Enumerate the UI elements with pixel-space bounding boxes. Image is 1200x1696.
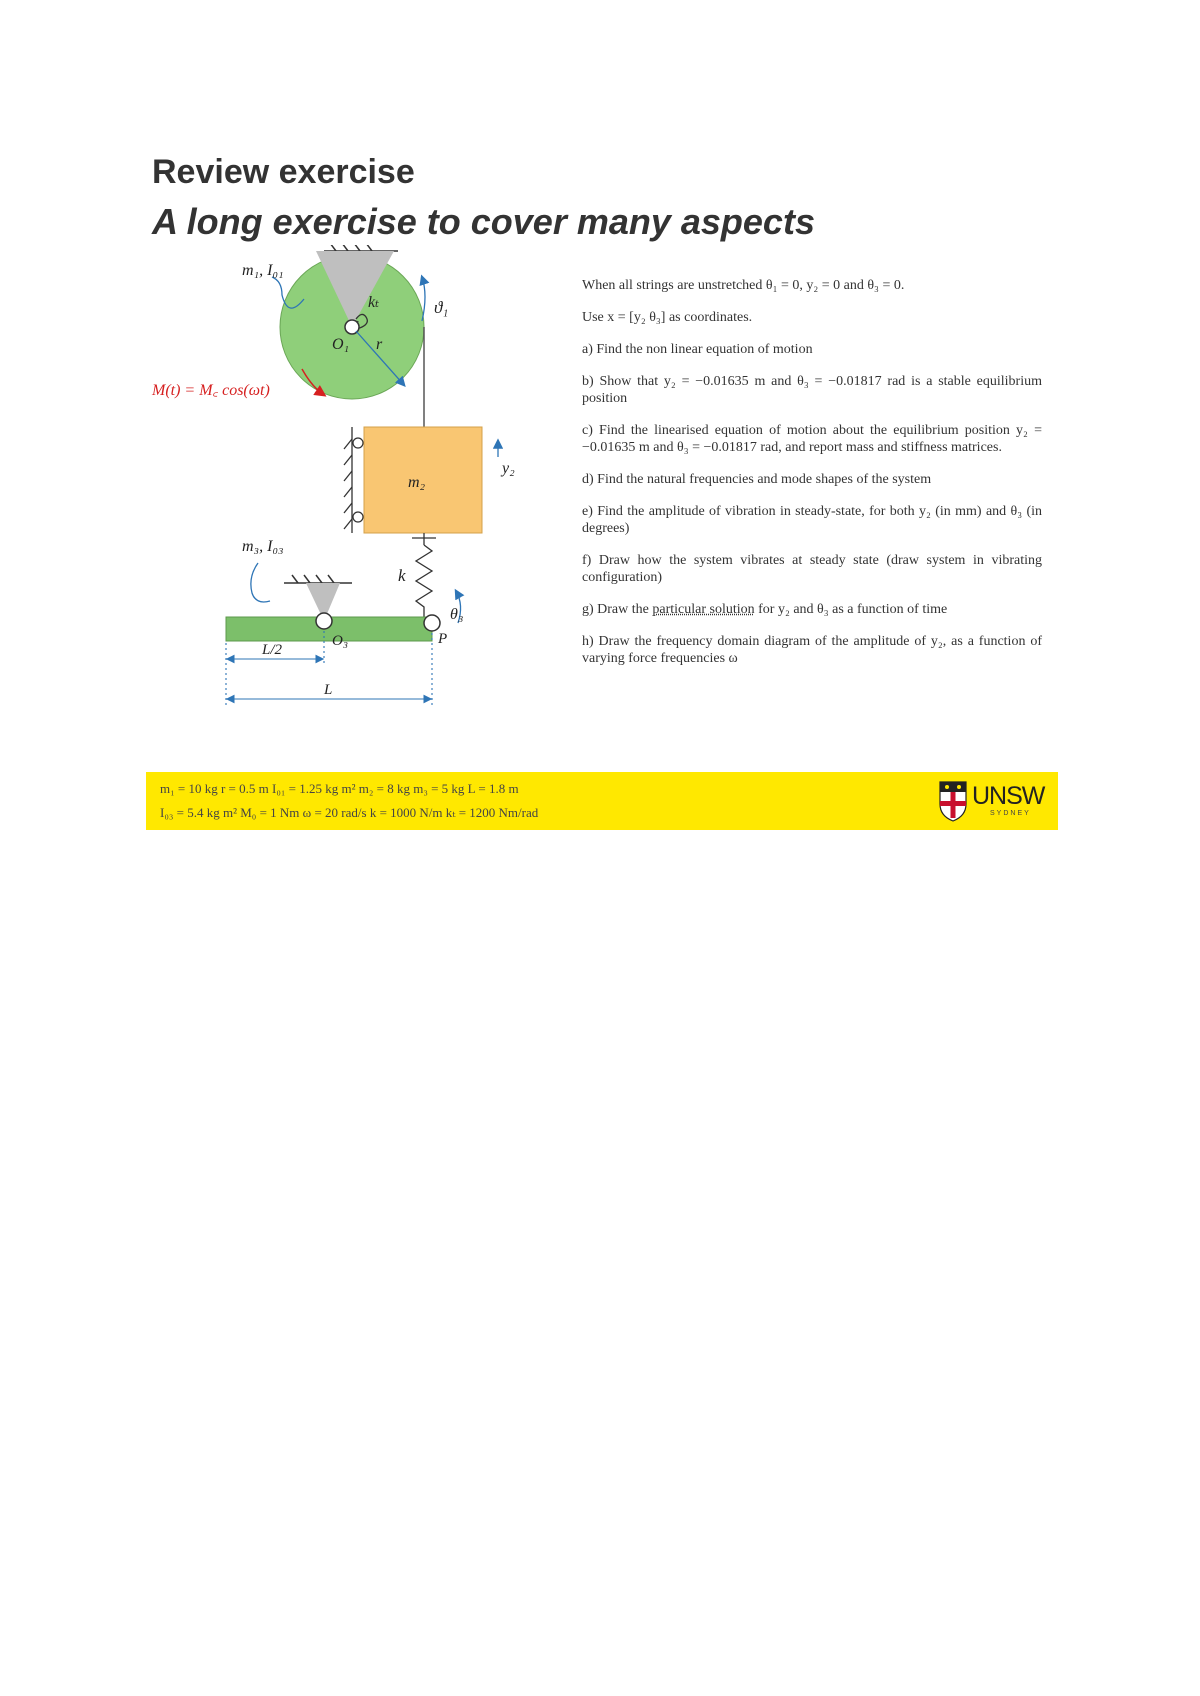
question-d: d) Find the natural frequencies and mode shapes of the system <box>582 472 932 487</box>
question-g-suffix: for y₂ and θ₃ as a function of time <box>754 602 948 617</box>
label-r: r <box>376 336 383 353</box>
logo-text: UNSW <box>972 782 1045 810</box>
slide <box>146 145 1058 835</box>
question-list <box>582 277 1042 682</box>
label-m1: m₁, I₀₁ <box>242 262 284 279</box>
label-k: k <box>398 566 406 585</box>
question-f: f) Draw how the system vibrates at steady state (draw system in vibrating configuration) <box>582 553 1042 585</box>
label-m2: m₂ <box>408 474 426 491</box>
label-o1: O₁ <box>332 336 350 353</box>
question-e: e) Find the amplitude of vibration in steady-state, for both y₂ (in mm) and θ₃ (in degrees) <box>582 504 1042 536</box>
parameters-bar <box>146 772 1058 830</box>
unsw-logo <box>938 780 1045 824</box>
label-o3: O₃ <box>332 633 349 649</box>
question-g-prefix: g) Draw the <box>582 602 653 617</box>
wall <box>344 427 352 533</box>
question-c: c) Find the linearised equation of motion about the equilibrium position y₂ = −0.01635 m and θ₃ = −0.01817 rad, and report mass and stiffness matrices. <box>582 423 1042 455</box>
coords-text: Use x = [y₂ θ₃] as coordinates. <box>582 310 753 325</box>
label-theta3: θ₃ <box>450 606 464 623</box>
mechanism-diagram <box>146 245 556 705</box>
question-g <box>582 601 1042 618</box>
label-m3: m₃, I₀₃ <box>242 538 284 555</box>
roller-top <box>353 438 363 448</box>
question-a: a) Find the non linear equation of motion <box>582 342 813 357</box>
unsw-crest-icon <box>938 780 968 822</box>
pivot-o3 <box>316 613 332 629</box>
slide-title: Review exercise <box>152 153 415 191</box>
particular-solution-link: particular solution <box>652 602 755 617</box>
roller-bottom <box>353 512 363 522</box>
slide-subtitle: A long exercise to cover many aspects <box>152 201 815 242</box>
label-moment: M(t) = M꜀ cos(ωt) <box>152 382 270 399</box>
question-b: b) Show that y₂ = −0.01635 m and θ₃ = −0.01817 rad is a stable equilibrium position <box>582 374 1042 406</box>
label-kt: kₜ <box>368 294 380 311</box>
label-theta1: ϑ₁ <box>434 298 449 317</box>
top-ground <box>324 245 398 251</box>
point-p <box>424 615 440 631</box>
params-line-1: m₁ = 10 kg r = 0.5 m I₀₁ = 1.25 kg m² m₂ = 8 kg m₃ = 5 kg L = 1.8 m <box>160 781 519 796</box>
m3-pointer <box>251 563 270 602</box>
question-h: h) Draw the frequency domain diagram of the amplitude of y₂, as a function of varying force frequencies ω <box>582 634 1042 666</box>
label-y2: y₂ <box>502 460 515 477</box>
spring-k <box>412 533 436 621</box>
logo-subtext: SYDNEY <box>990 810 1031 817</box>
params-line-2: I₀₃ = 5.4 kg m² M₀ = 1 Nm ω = 20 rad/s k = 1000 N/m kₜ = 1200 Nm/rad <box>160 805 539 820</box>
label-l: L <box>324 682 333 698</box>
label-half-l: L/2 <box>262 642 283 658</box>
label-p: P <box>438 631 448 647</box>
intro-text: When all strings are unstretched θ₁ = 0, y₂ = 0 and θ₃ = 0. <box>582 278 905 293</box>
bar-ground <box>284 575 352 583</box>
